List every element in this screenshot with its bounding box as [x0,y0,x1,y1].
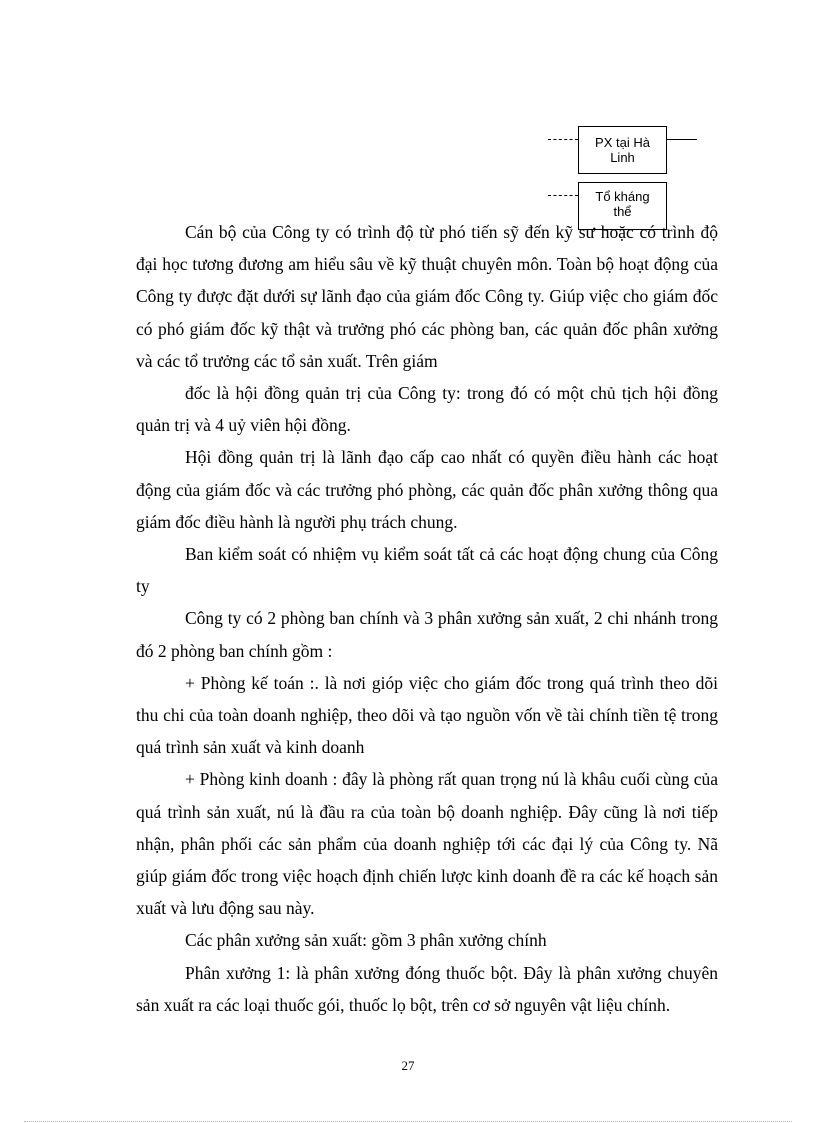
paragraph-supervisory: Ban kiểm soát có nhiệm vụ kiểm soát tất cả các hoạt động chung của Công ty [136,544,718,597]
paragraph-board-authority: Hội đồng quản trị là lãnh đạo cấp cao nhất có quyền điều hành các hoạt động của giám đốc và các trưởng phó phòng, các quản đốc phân xưởng thông qua giám đốc điều hành là người phụ trách chung. [136,447,718,532]
org-box-label: PX tại Hà Linh [595,135,650,165]
page-number: 27 [401,1058,415,1073]
connector-dashed-line [548,139,578,140]
document-body [136,216,718,1021]
connector-dashed-line [548,195,578,196]
paragraph-workshops: Các phân xưởng sản xuất: gồm 3 phân xưởng chính [185,930,547,951]
org-box-label: Tổ kháng thể [595,189,650,219]
connector-solid-line [667,139,697,140]
paragraph-departments: Công ty có 2 phòng ban chính và 3 phân xưởng sản xuất, 2 chi nhánh trong đó 2 phòng ban chính gồm : [136,608,718,661]
paragraph-workshop-1: Phân xưởng 1: là phân xưởng đóng thuốc bột. Đây là phân xưởng chuyên sản xuất ra các loại thuốc gói, thuốc lọ bột, trên cơ sở nguyên vật liệu chính. [136,962,718,1015]
paragraph-business: + Phòng kinh doanh : đây là phòng rất quan trọng nú là khâu cuối cùng của quá trình sản xuất, nú là đầu ra của toàn bộ doanh nghiệp. Đây cũng là nơi tiếp nhận, phân phối các sản phẩm của doanh nghiệp tới các đại lý của Công ty. Nã giúp giám đốc trong việc hoạch định chiến lược kinh doanh đề ra các kế hoạch sản xuất và lưu động sau này. [136,769,718,919]
paragraph-accounting: + Phòng kế toán :. là nơi gióp việc cho giám đốc trong quá trình theo dõi thu chi của toàn doanh nghiệp, theo dõi và tạo nguồn vốn về tài chính tiền tệ trong quá trình sản xuất và kinh doanh [136,672,718,758]
org-box-px-ha-linh [578,126,667,174]
paragraph-staff: Cán bộ của Công ty có trình độ từ phó tiến sỹ đến kỹ sư hoặc có trình độ đại học tương đương am hiểu sâu về kỹ thuật chuyên môn. Toàn bộ hoạt động của Công ty được đặt dưới sự lãnh đạo của giám đốc Công ty. Giúp việc cho giám đốc có phó giám đốc kỹ thật và trưởng phó các phòng ban, các quản đốc phân xưởng và các tổ trưởng các tổ sản xuất. Trên giám [136,222,718,371]
paragraph-board: đốc là hội đồng quản trị của Công ty: trong đó có một chủ tịch hội đồng quản trị và 4 uỷ viên hội đồng. [136,383,718,436]
page-border [24,1121,792,1122]
